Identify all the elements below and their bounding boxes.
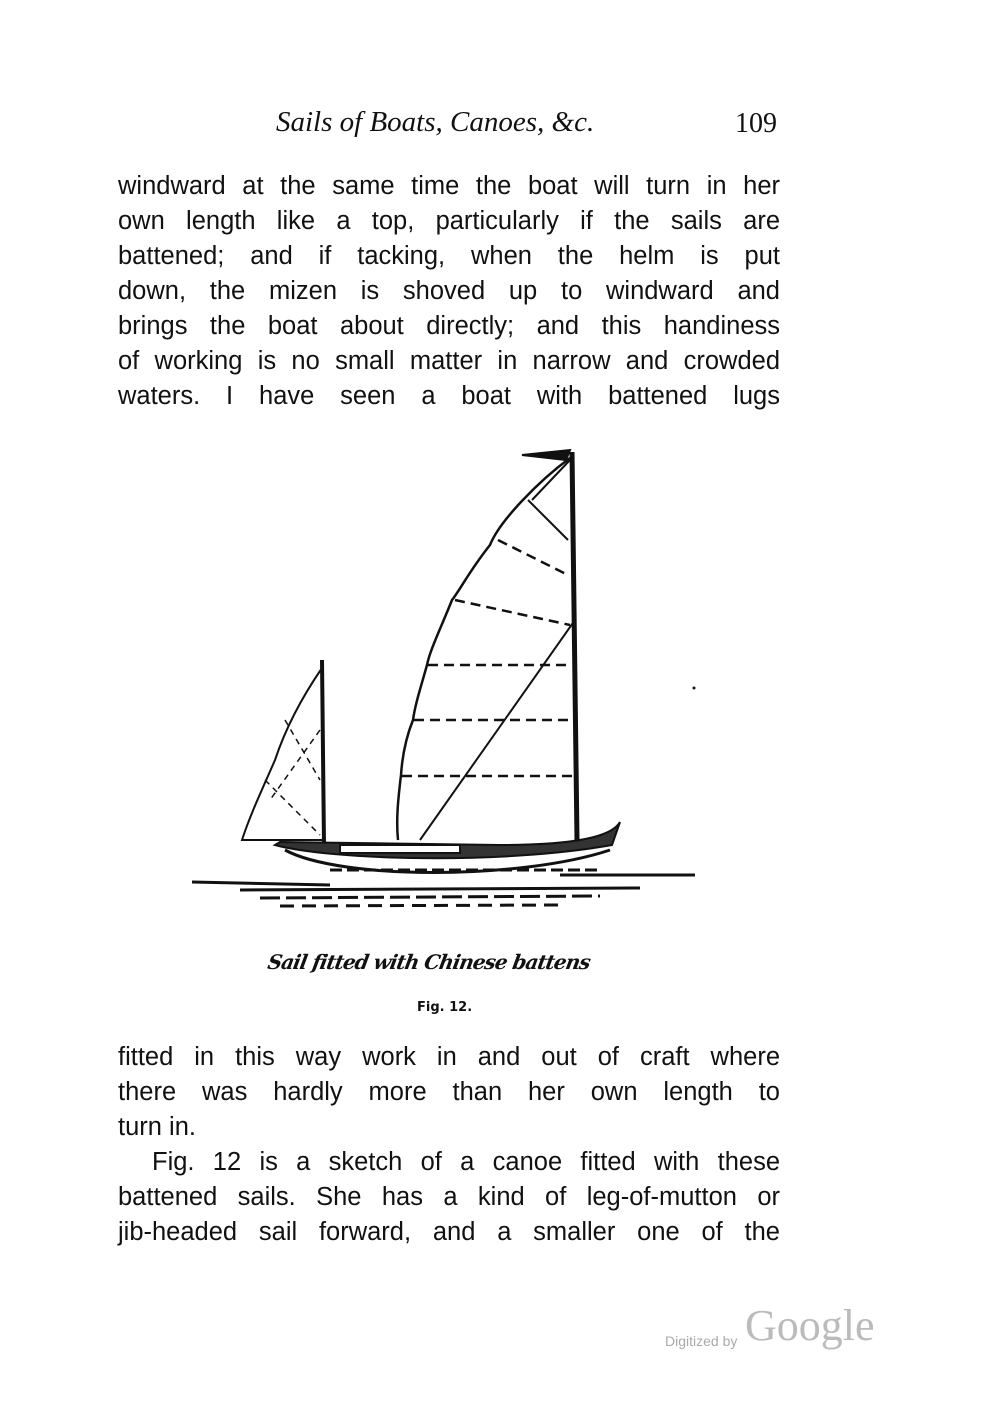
text-line: fitted in this way work in and out of craft where (118, 1043, 780, 1071)
text-line: down, the mizen is shoved up to windward and (118, 277, 780, 305)
running-head-title: Sails of Boats, Canoes, &c. (276, 106, 595, 138)
page-number: 109 (735, 108, 777, 139)
text-line: windward at the same time the boat will turn in her (118, 172, 780, 200)
boat-illustration (185, 440, 705, 930)
text-line: of working is no small matter in narrow and crowded (118, 347, 780, 375)
watermark-logo: Google (745, 1301, 875, 1350)
figure-label: Fig. 12. (417, 1000, 473, 1015)
paragraph-2 (118, 1040, 780, 1145)
text-line: jib-headed sail forward, and a smaller one of the (118, 1218, 780, 1246)
text-line: battened sails. She has a kind of leg-of-mutton or (118, 1183, 780, 1211)
text-line: turn in. (118, 1113, 196, 1141)
text-line: there was hardly more than her own length to (118, 1078, 780, 1106)
text-line: battened; and if tacking, when the helm is put (118, 242, 780, 270)
paragraph-1 (118, 169, 780, 414)
watermark-prefix: Digitized by (665, 1333, 738, 1349)
figure-caption: Sail fitted with Chinese battens (265, 950, 592, 974)
text-line: brings the boat about directly; and this handiness (118, 312, 780, 340)
paragraph-3 (118, 1145, 780, 1250)
text-line: own length like a top, particularly if the sails are (118, 207, 780, 235)
text-line: Fig. 12 is a sketch of a canoe fitted with these (152, 1148, 780, 1176)
text-line: waters. I have seen a boat with battened lugs (118, 382, 780, 410)
